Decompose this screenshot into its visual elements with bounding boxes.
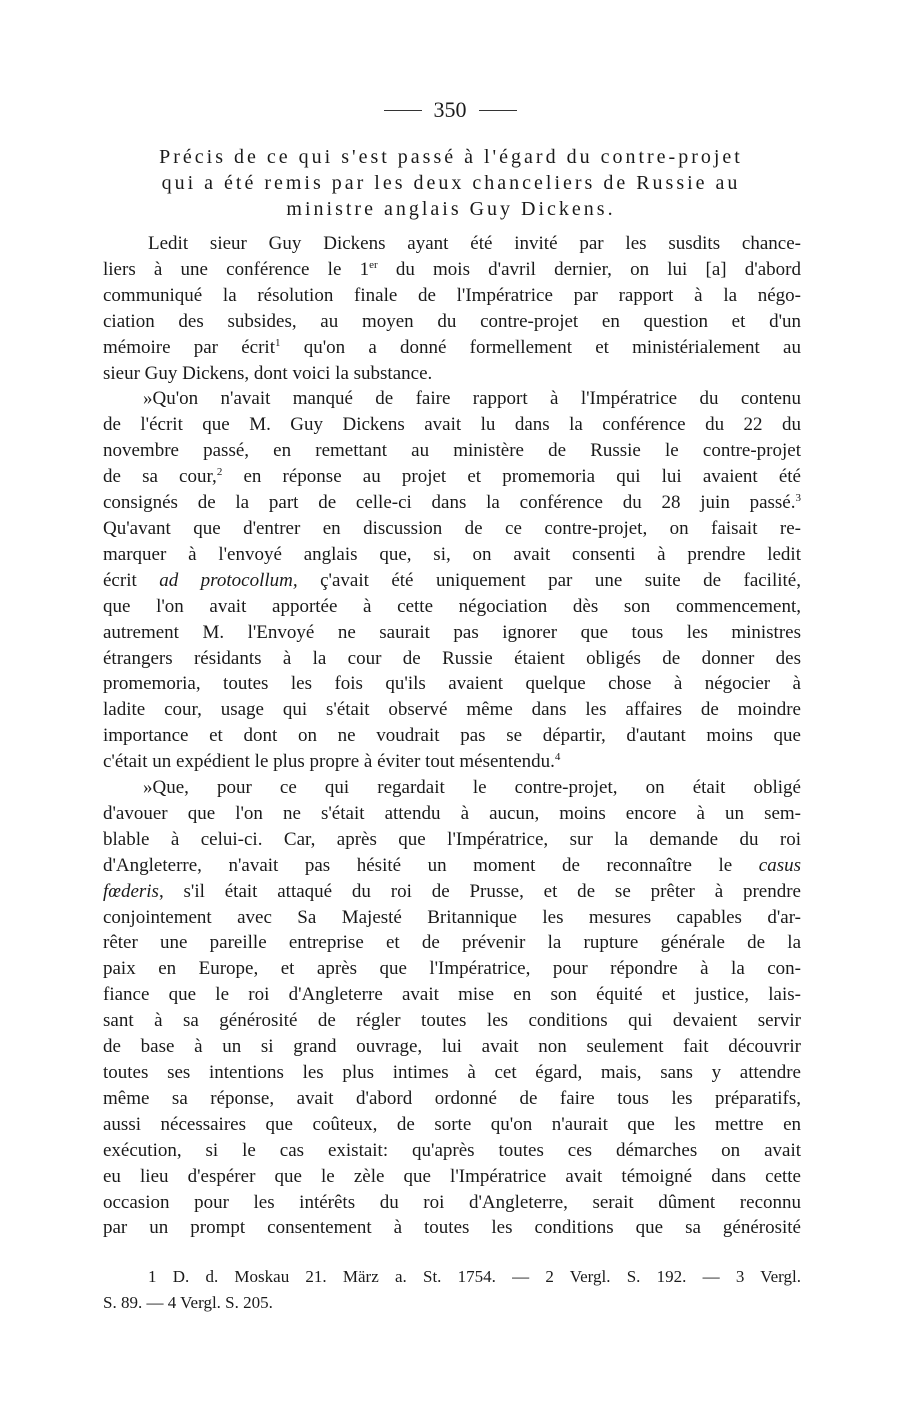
text-line: étrangers résidants à la cour de Russie étaient obligés de donner des (103, 647, 801, 669)
text-line: communiqué la résolution finale de l'Impératrice par rapport à la négo- (103, 284, 801, 306)
footnotes (103, 1264, 801, 1316)
title-line: ministre anglais Guy Dickens. (286, 198, 616, 220)
text-line: c'était un expédient le plus propre à éviter tout mésentendu.$^4$ (103, 751, 561, 773)
footnote-marker: 3 (795, 492, 801, 505)
text-line: Ledit sieur Guy Dickens ayant été invité par les susdits chance- (148, 233, 801, 254)
italic-phrase: fœderis (103, 880, 159, 902)
text-line: rêter une pareille entreprise et de prévenir la rupture générale de la (103, 932, 801, 954)
text-line: novembre passé, en remettant au ministère de Russie le contre-projet (103, 440, 801, 462)
title-line: qui a été remis par les deux chanceliers de Russie au (161, 172, 741, 194)
italic-phrase: ad protocollum, (159, 569, 298, 591)
text-line: fiance que le roi d'Angleterre avait mise en son équité et justice, lais- (103, 984, 801, 1006)
page-header (0, 97, 900, 123)
text-line: eu lieu d'espérer que le zèle que l'Impératrice avait témoigné dans cette (103, 1165, 801, 1187)
text-line: »Qu'on n'avait manqué de faire rapport à l'Impératrice du contenu (143, 388, 801, 410)
title-line: Précis de ce qui s'est passé à l'égard du contre-projet (159, 146, 743, 168)
text-line: de l'écrit que M. Guy Dickens avait lu dans la conférence du 22 du (103, 414, 801, 436)
footnote-line: S. 89. — 4 Vergl. S. 205. (103, 1293, 273, 1312)
footnote-marker: 2 (216, 466, 223, 479)
text-line: même sa réponse, avait d'abord ordonné de faire tous les préparatifs, (103, 1087, 801, 1109)
text-line: de base à un si grand ouvrage, lui avait non seulement fait découvrir (103, 1036, 801, 1058)
text-line: aussi nécessaires que coûteux, de sorte qu'on n'aurait que les mettre en (103, 1113, 801, 1135)
text-line: paix en Europe, et après que l'Impératrice, pour répondre à la con- (103, 958, 801, 980)
text-line: Qu'avant que d'entrer en discussion de ce contre-projet, on faisait re- (103, 517, 801, 539)
text-line: fœderis, s'il était attaqué du roi de Prusse, et de se prêter à prendre (103, 880, 801, 902)
text-line: »Que, pour ce qui regardait le contre-projet, on était obligé (143, 777, 801, 799)
ordinal-superscript: er (369, 258, 378, 271)
text-line: conjointement avec Sa Majesté Britannique les mesures capables d'ar- (103, 906, 801, 928)
italic-phrase: casus (758, 854, 801, 876)
text-line: importance et dont on ne voudrait pas se départir, d'autant moins que (103, 725, 801, 747)
text-line: ciation des subsides, au moyen du contre-projet en question et d'un (103, 310, 801, 332)
header-rule-right (479, 110, 517, 111)
text-line: autrement M. l'Envoyé ne saurait pas ignorer que tous les ministres (103, 621, 801, 643)
text-line: d'Angleterre, n'avait pas hésité un moment de reconnaître le casus (103, 854, 801, 876)
text-line: marquer à l'envoyé anglais que, si, on avait consenti à prendre ledit (103, 543, 801, 565)
text-line: de sa cour,$^2$ en réponse au projet et promemoria qui lui avaient été (103, 466, 801, 488)
text-line: sieur Guy Dickens, dont voici la substance. (103, 362, 433, 384)
text-line: consignés de la part de celle-ci dans la conférence du 28 juin passé.$^3$ (103, 492, 801, 514)
text-line: d'avouer que l'on ne s'était attendu à aucun, moins encore à un sem- (103, 802, 801, 824)
text-line: mémoire par écrit$^1$ qu'on a donné formellement et ministérialement au (103, 336, 801, 358)
text-line: toutes ses intentions les plus intimes à cet égard, mais, sans y attendre (103, 1062, 801, 1083)
text-line: écrit ad protocollum, ç'avait été uniquement par une suite de facilité, (103, 569, 801, 591)
text-line: que l'on avait apportée à cette négociation dès son commencement, (103, 595, 801, 617)
text-line: blable à celui-ci. Car, après que l'Impératrice, sur la demande du roi (103, 828, 801, 850)
text-line: promemoria, toutes les fois qu'ils avaient quelque chose à négocier à (103, 673, 801, 695)
body-text (103, 231, 801, 1241)
footnote-line: 1 D. d. Moskau 21. März a. St. 1754. — 2 Vergl. S. 192. — 3 Vergl. (148, 1267, 801, 1286)
text-line: liers à une conférence le 1er du mois d'avril dernier, on lui [a] d'abord (103, 258, 801, 280)
section-title (100, 144, 802, 222)
text-line: exécution, si le cas existait: qu'après toutes ces démarches on avait (103, 1139, 801, 1161)
text-line: par un prompt consentement à toutes les conditions que sa générosité (103, 1217, 801, 1239)
text-line: occasion pour les intérêts du roi d'Angleterre, serait dûment reconnu (103, 1191, 801, 1213)
text-line: sant à sa générosité de régler toutes les conditions qui devaient servir (103, 1010, 801, 1032)
footnote-marker: 4 (554, 751, 561, 764)
text-line: ladite cour, usage qui s'était observé même dans les affaires de moindre (103, 699, 801, 721)
footnote-marker: 1 (274, 336, 281, 349)
header-rule-left (384, 110, 422, 111)
page-number: 350 (433, 97, 467, 122)
